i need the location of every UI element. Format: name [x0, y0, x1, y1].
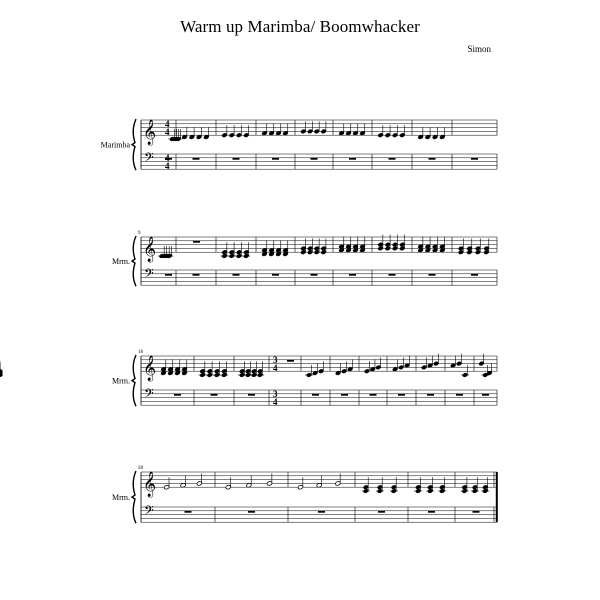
- whole-rest: [428, 511, 435, 513]
- treble-clef: 𝄞: [143, 355, 157, 381]
- whole-rest: [398, 394, 405, 396]
- whole-rest: [456, 394, 463, 396]
- whole-rest: [473, 511, 480, 513]
- note: [0, 369, 3, 373]
- whole-rest: [272, 158, 279, 160]
- whole-rest: [471, 158, 478, 160]
- composer-name: Simon: [467, 44, 491, 54]
- whole-rest: [311, 274, 318, 276]
- whole-rest: [211, 394, 218, 396]
- brace: [132, 355, 136, 406]
- bass-clef: 𝄢: [144, 504, 154, 521]
- whole-rest: [429, 158, 436, 160]
- treble-clef: 𝄞: [143, 119, 157, 145]
- whole-rest: [193, 274, 200, 276]
- whole-rest: [165, 158, 172, 160]
- bass-clef: 𝄢: [144, 387, 154, 404]
- instrument-label: Mrm.: [112, 376, 130, 386]
- time-signature-denominator: 4: [165, 160, 170, 171]
- measure-number: 18: [138, 350, 143, 355]
- whole-rest: [471, 274, 478, 276]
- whole-rest: [427, 394, 434, 396]
- measure-number: 9: [138, 231, 141, 236]
- whole-rest: [272, 274, 279, 276]
- whole-rest: [311, 158, 318, 160]
- brace: [132, 119, 136, 170]
- whole-rest: [174, 394, 181, 396]
- time-signature-numerator: 4: [165, 119, 170, 130]
- whole-rest: [389, 274, 396, 276]
- whole-rest: [341, 394, 348, 396]
- final-barline: [496, 472, 498, 522]
- instrument-label: Mrm.: [112, 493, 130, 503]
- whole-rest: [482, 394, 489, 396]
- whole-rest: [248, 394, 255, 396]
- whole-rest: [378, 511, 385, 513]
- bass-clef: 𝄢: [144, 151, 154, 168]
- score-title: Warm up Marimba/ Boomwhacker: [180, 17, 420, 36]
- time-signature-numerator: 3: [273, 355, 278, 366]
- time-signature-denominator: 4: [273, 396, 278, 407]
- whole-rest: [193, 158, 200, 160]
- treble-clef: 𝄞: [143, 471, 157, 497]
- time-signature-numerator: 3: [273, 389, 278, 400]
- notehead: [0, 369, 3, 373]
- brace: [132, 236, 136, 286]
- treble-clef: 𝄞: [143, 236, 157, 262]
- whole-rest: [312, 394, 319, 396]
- whole-rest: [233, 274, 240, 276]
- whole-rest: [349, 158, 356, 160]
- whole-rest: [349, 274, 356, 276]
- whole-rest: [248, 511, 255, 513]
- whole-rest: [233, 158, 240, 160]
- whole-rest: [165, 274, 172, 276]
- whole-rest: [370, 394, 377, 396]
- whole-rest: [318, 511, 325, 513]
- time-signature-denominator: 4: [273, 362, 278, 373]
- time-signature-denominator: 4: [165, 126, 170, 137]
- bass-clef: 𝄢: [144, 267, 154, 284]
- whole-rest: [185, 511, 192, 513]
- whole-rest: [193, 241, 200, 243]
- measure-number: 28: [138, 466, 143, 471]
- instrument-label: Mrm.: [112, 257, 130, 267]
- brace: [132, 471, 136, 523]
- instrument-label: Marimba: [100, 140, 130, 150]
- whole-rest: [287, 360, 294, 362]
- whole-rest: [389, 158, 396, 160]
- whole-rest: [429, 274, 436, 276]
